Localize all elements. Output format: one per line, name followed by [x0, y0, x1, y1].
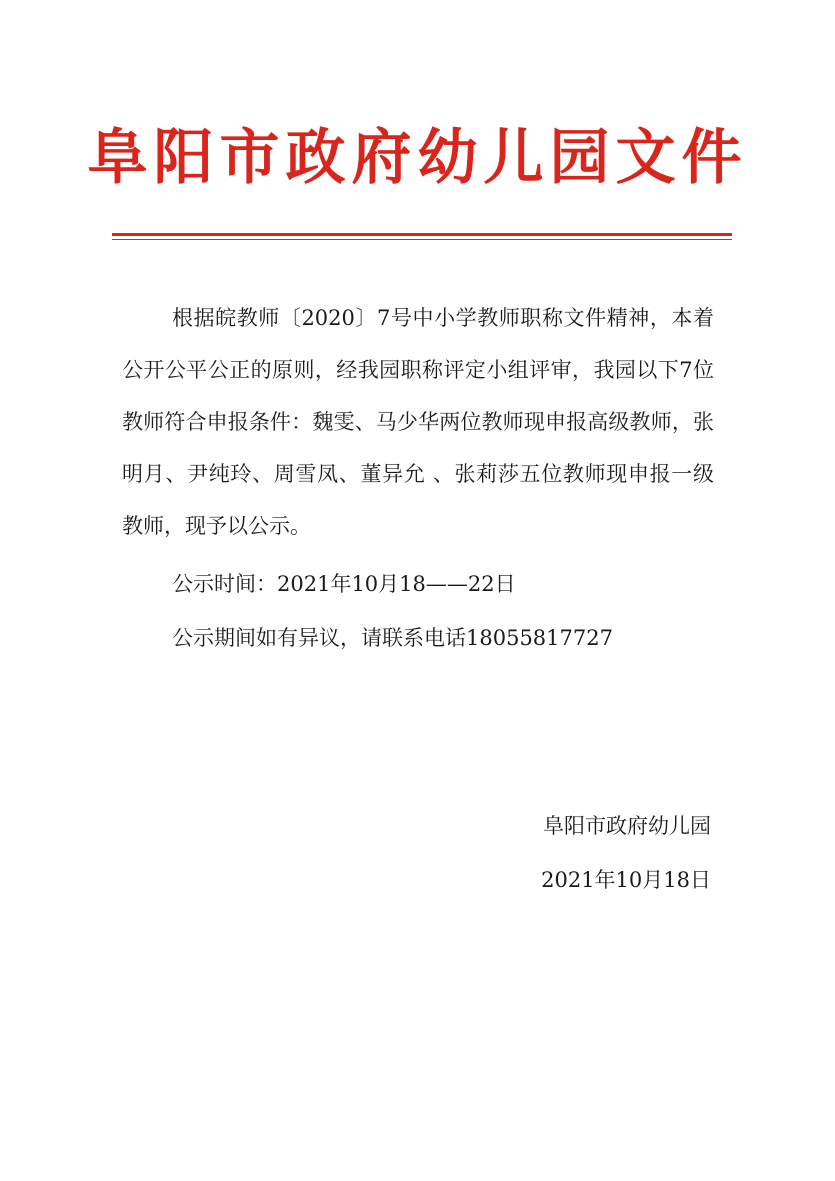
signature-date: 2021年10月18日: [541, 868, 711, 892]
header-rule-thin: [112, 239, 732, 240]
notice-contact: 公示期间如有异议，请联系电话18055817727: [172, 626, 613, 650]
announcement-paragraph: 根据皖教师〔2020〕7号中小学教师职称文件精神，本着公开公平公正的原则，经我园职称评定小组评审，我园以下7位教师符合申报条件：魏雯、马少华两位教师现申报高级教师，张明月、尹纯玲、周雪凤、董异允 、张莉莎五位教师现申报一级教师，现予以公示。: [122, 306, 714, 538]
notice-time: 公示时间：2021年10月18——22日: [172, 572, 516, 596]
header-rule-thick: [112, 233, 732, 236]
document-header-title: 阜阳市政府幼儿园文件: [87, 123, 748, 193]
signature-organization: 阜阳市政府幼儿园: [543, 814, 711, 838]
